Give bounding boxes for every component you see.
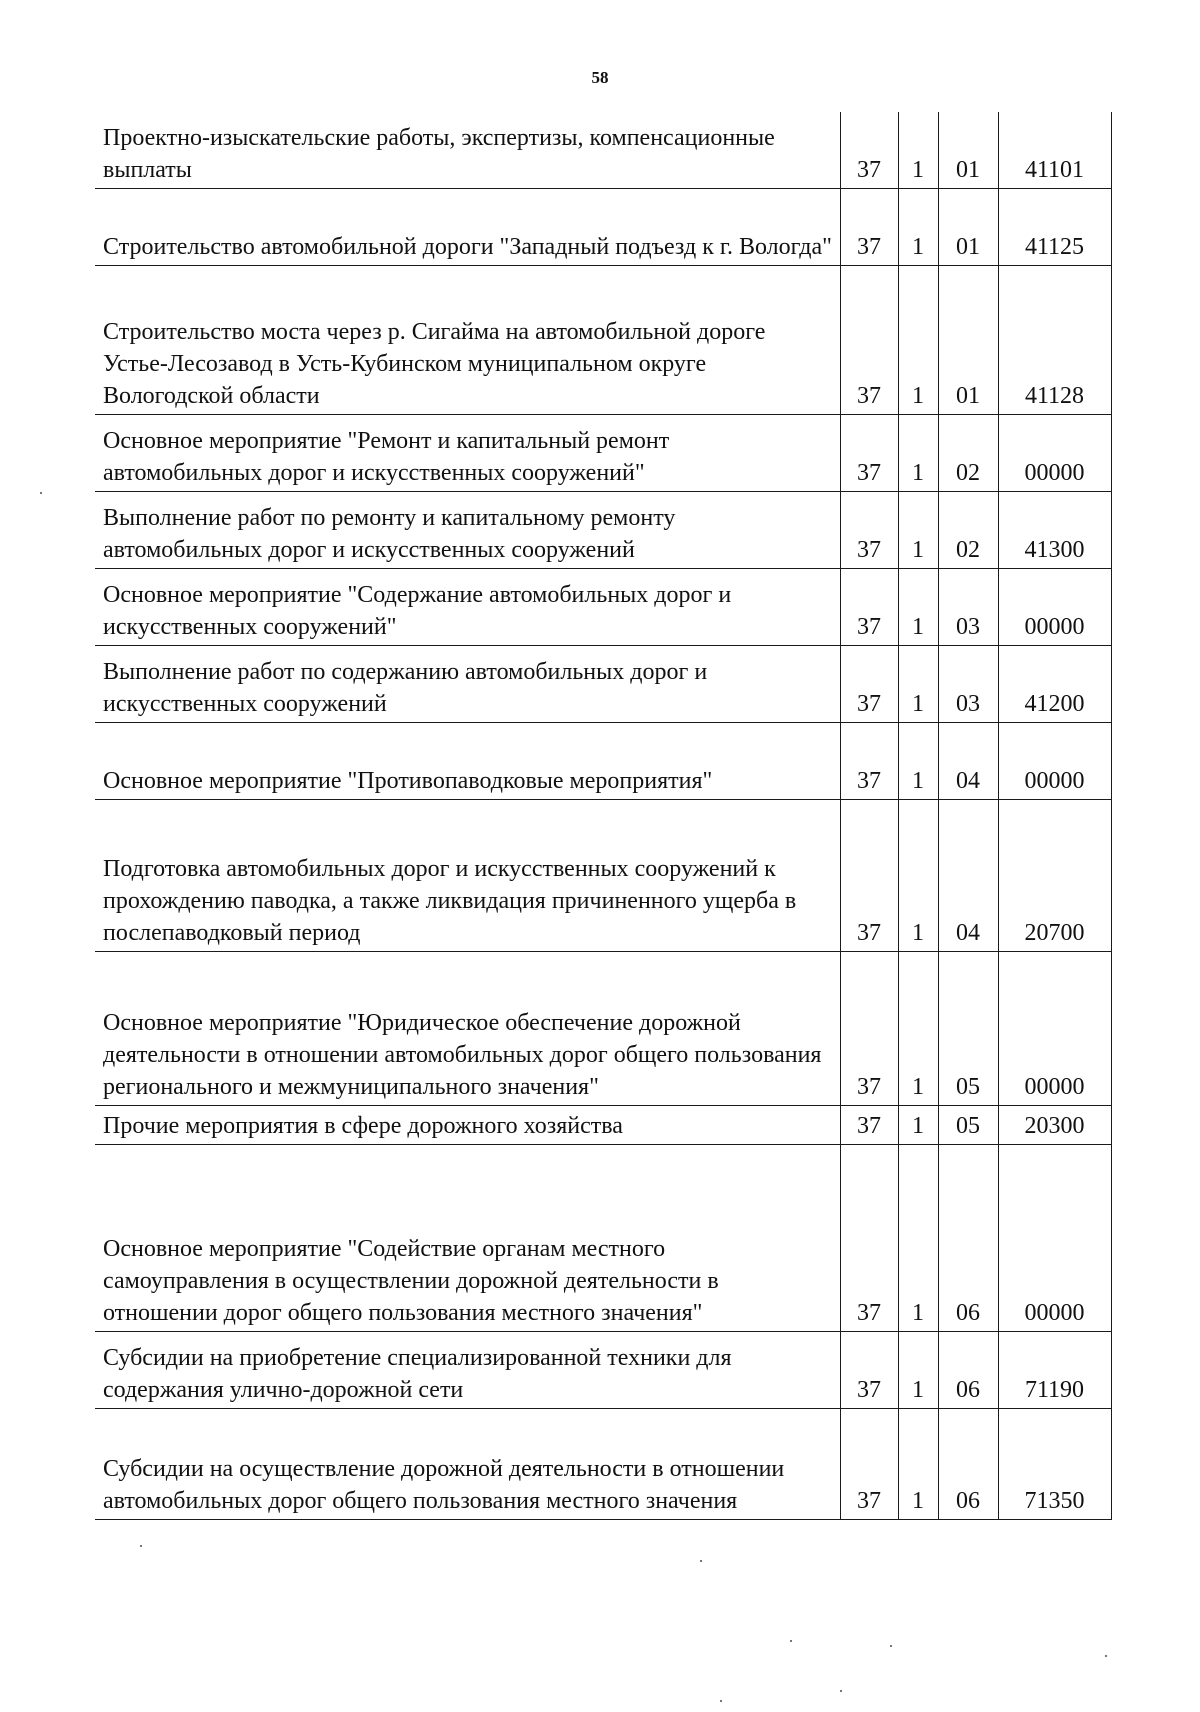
code-main-event: 05 bbox=[938, 952, 998, 1106]
code-direction: 41125 bbox=[998, 189, 1111, 266]
code-direction: 41101 bbox=[998, 112, 1111, 189]
code-chapter: 37 bbox=[840, 800, 898, 952]
code-chapter: 37 bbox=[840, 952, 898, 1106]
code-program-type: 1 bbox=[898, 723, 938, 800]
table-row bbox=[95, 492, 1111, 569]
code-chapter: 37 bbox=[840, 1106, 898, 1145]
code-program-type: 1 bbox=[898, 189, 938, 266]
row-name: Подготовка автомобильных дорог и искусственных сооружений к прохождению паводка, а также ликвидация причиненного ущерба в послепаводковый период bbox=[95, 800, 840, 952]
code-direction: 00000 bbox=[998, 723, 1111, 800]
scan-speck bbox=[1105, 1655, 1107, 1657]
code-chapter: 37 bbox=[840, 1409, 898, 1520]
table-row bbox=[95, 646, 1111, 723]
code-chapter: 37 bbox=[840, 569, 898, 646]
scan-speck bbox=[790, 1640, 792, 1642]
table-row bbox=[95, 1145, 1111, 1332]
row-name: Основное мероприятие "Ремонт и капитальный ремонт автомобильных дорог и искусственных сооружений" bbox=[95, 415, 840, 492]
page-number: 58 bbox=[591, 68, 609, 87]
code-program-type: 1 bbox=[898, 1106, 938, 1145]
code-chapter: 37 bbox=[840, 723, 898, 800]
code-program-type: 1 bbox=[898, 112, 938, 189]
scan-speck bbox=[700, 1560, 702, 1562]
table-row bbox=[95, 1332, 1111, 1409]
code-direction: 00000 bbox=[998, 415, 1111, 492]
code-direction: 41128 bbox=[998, 266, 1111, 415]
row-name: Прочие мероприятия в сфере дорожного хозяйства bbox=[95, 1106, 840, 1145]
code-direction: 71350 bbox=[998, 1409, 1111, 1520]
row-name: Субсидии на осуществление дорожной деятельности в отношении автомобильных дорог общего пользования местного значения bbox=[95, 1409, 840, 1520]
code-main-event: 06 bbox=[938, 1409, 998, 1520]
code-direction: 41200 bbox=[998, 646, 1111, 723]
code-chapter: 37 bbox=[840, 112, 898, 189]
row-name: Основное мероприятие "Содержание автомобильных дорог и искусственных сооружений" bbox=[95, 569, 840, 646]
code-main-event: 02 bbox=[938, 492, 998, 569]
code-main-event: 02 bbox=[938, 415, 998, 492]
code-main-event: 03 bbox=[938, 646, 998, 723]
code-main-event: 06 bbox=[938, 1145, 998, 1332]
code-program-type: 1 bbox=[898, 800, 938, 952]
code-chapter: 37 bbox=[840, 492, 898, 569]
code-chapter: 37 bbox=[840, 646, 898, 723]
code-main-event: 05 bbox=[938, 1106, 998, 1145]
code-program-type: 1 bbox=[898, 492, 938, 569]
scan-speck bbox=[720, 1700, 722, 1702]
code-main-event: 04 bbox=[938, 800, 998, 952]
table-row bbox=[95, 266, 1111, 415]
code-main-event: 03 bbox=[938, 569, 998, 646]
code-program-type: 1 bbox=[898, 415, 938, 492]
row-name: Основное мероприятие "Юридическое обеспечение дорожной деятельности в отношении автомобильных дорог общего пользования регионального и межмуниципального значения" bbox=[95, 952, 840, 1106]
table-row bbox=[95, 800, 1111, 952]
code-main-event: 06 bbox=[938, 1332, 998, 1409]
code-direction: 00000 bbox=[998, 952, 1111, 1106]
row-name: Основное мероприятие "Противопаводковые мероприятия" bbox=[95, 723, 840, 800]
table-row bbox=[95, 189, 1111, 266]
row-name: Строительство автомобильной дороги "Западный подъезд к г. Вологда" bbox=[95, 189, 840, 266]
table-row bbox=[95, 112, 1111, 189]
code-direction: 00000 bbox=[998, 1145, 1111, 1332]
row-name: Строительство моста через р. Сигайма на автомобильной дороге Устье-Лесозавод в Усть-Кубинском муниципальном округе Вологодской области bbox=[95, 266, 840, 415]
row-name: Субсидии на приобретение специализированной техники для содержания улично-дорожной сети bbox=[95, 1332, 840, 1409]
code-chapter: 37 bbox=[840, 189, 898, 266]
code-program-type: 1 bbox=[898, 1332, 938, 1409]
table-row bbox=[95, 1106, 1111, 1145]
code-direction: 71190 bbox=[998, 1332, 1111, 1409]
code-program-type: 1 bbox=[898, 266, 938, 415]
code-direction: 20700 bbox=[998, 800, 1111, 952]
scan-speck bbox=[140, 1545, 142, 1547]
code-direction: 20300 bbox=[998, 1106, 1111, 1145]
code-main-event: 01 bbox=[938, 266, 998, 415]
code-program-type: 1 bbox=[898, 569, 938, 646]
code-main-event: 01 bbox=[938, 189, 998, 266]
code-direction: 00000 bbox=[998, 569, 1111, 646]
row-name: Проектно-изыскательские работы, экспертизы, компенсационные выплаты bbox=[95, 112, 840, 189]
budget-classification-table bbox=[95, 112, 1112, 1520]
scan-speck bbox=[40, 492, 42, 494]
scan-speck bbox=[840, 1690, 842, 1692]
code-direction: 41300 bbox=[998, 492, 1111, 569]
code-chapter: 37 bbox=[840, 415, 898, 492]
code-program-type: 1 bbox=[898, 1145, 938, 1332]
code-chapter: 37 bbox=[840, 1145, 898, 1332]
row-name: Выполнение работ по ремонту и капитальному ремонту автомобильных дорог и искусственных сооружений bbox=[95, 492, 840, 569]
row-name: Основное мероприятие "Содействие органам местного самоуправления в осуществлении дорожной деятельности в отношении дорог общего пользования местного значения" bbox=[95, 1145, 840, 1332]
table-row bbox=[95, 952, 1111, 1106]
code-program-type: 1 bbox=[898, 646, 938, 723]
table-row bbox=[95, 415, 1111, 492]
code-main-event: 04 bbox=[938, 723, 998, 800]
code-main-event: 01 bbox=[938, 112, 998, 189]
row-name: Выполнение работ по содержанию автомобильных дорог и искусственных сооружений bbox=[95, 646, 840, 723]
code-program-type: 1 bbox=[898, 1409, 938, 1520]
code-chapter: 37 bbox=[840, 266, 898, 415]
table-row bbox=[95, 1409, 1111, 1520]
table-row bbox=[95, 723, 1111, 800]
scan-speck bbox=[890, 1645, 892, 1647]
table-row bbox=[95, 569, 1111, 646]
code-chapter: 37 bbox=[840, 1332, 898, 1409]
code-program-type: 1 bbox=[898, 952, 938, 1106]
